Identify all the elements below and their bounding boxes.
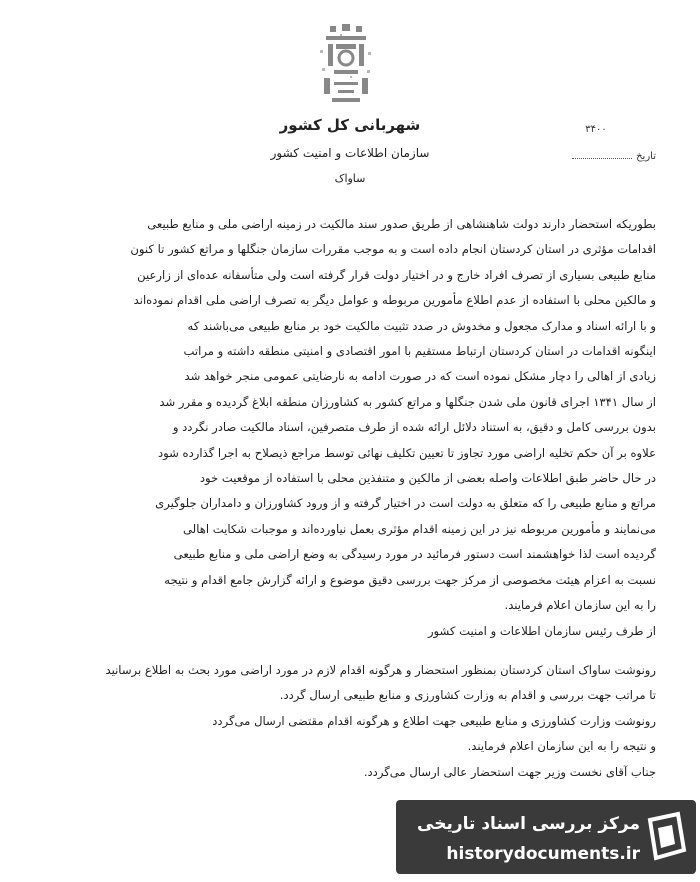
document-number: ۳۴۰۰ <box>585 124 607 135</box>
body-line: از سال ۱۳۴۱ اجرای قانون ملی شدن جنگلها و مراتع کشور به کشاورزان منطقه ابلاغ گردیده و مقرر شد <box>159 394 656 409</box>
lion-and-sun-emblem <box>316 22 376 106</box>
body-line: و مالکین محلی با استفاده از عدم اطلاع مأمورین مربوطه و عوامل دیگر به تصرف اراضی ملی اقدام نموده‌اند <box>133 293 656 308</box>
body-line: گردیده است لذا خواهشمند است دستور فرمائید در مورد رسیدگی به وضع اراضی ملی و منابع طبیعی <box>173 547 656 562</box>
body-line: بدون بررسی کامل و دقیق، به استناد دلائل ارائه شده از طرف متصرفین، اسناد مالکیت صادر نگردد و <box>172 420 656 435</box>
letterhead-subtitle: سازمان اطلاعات و امنیت کشور <box>270 146 430 160</box>
document-date-field <box>536 151 656 162</box>
signoff-line: از طرف رئیس سازمان اطلاعات و امنیت کشور <box>427 623 656 638</box>
body-line: بطوریکه استحضار دارند دولت شاهنشاهی از طریق صدور سند مالکیت در زمینه اراضی ملی و منابع طبیعی <box>147 217 656 231</box>
body-line: زیادی از اهالی را دچار مشکل نموده است که در صورت ادامه به نارضایتی عمومی منجر خواهد شد <box>184 369 656 384</box>
distribution-line: جناب آقای نخست وزیر جهت استحضار عالی ارسال می‌گردد. <box>363 764 656 779</box>
letterhead-title: شهربانی کل کشور <box>279 116 421 134</box>
body-line: و با ارائه اسناد و مدارک مجعول و مخدوش در صدد تثبیت مالکیت خود بر منابع طبیعی می‌باشند که <box>187 318 656 333</box>
letterhead-department: ساواک <box>334 172 366 185</box>
archive-watermark <box>396 800 696 874</box>
watermark-title: مرکز بررسی اسناد تاریخی <box>417 814 640 834</box>
distribution-line: رونوشت وزارت کشاورزی و منابع طبیعی جهت اطلاع و هرگونه اقدام مقتضی ارسال می‌گردد <box>212 713 656 728</box>
watermark-url: historydocuments.ir <box>446 844 640 864</box>
body-line: علاوه بر آن حکم تخلیه اراضی مورد تجاوز تا تعیین تکلیف نهائی توسط مراجع ذیصلاح به اجرا گذارده شود <box>158 445 656 460</box>
distribution-line: رونوشت ساواک استان کردستان بمنظور استحضار و هرگونه اقدام لازم در مورد اراضی مورد بحث به اطلاع برسانید <box>105 662 656 677</box>
body-line: منابع طبیعی بسیاری از تصرف افراد خارج و در اختیار دولت قرار گرفته است ولی متأسفانه عده‌ای از زارعین <box>137 267 656 282</box>
date-dots <box>572 158 632 159</box>
body-line: مراتع و منابع طبیعی را که متعلق به دولت است در اختیار گرفته و از ورود کشاورزان و دامداران جلوگیری <box>155 496 656 511</box>
body-line: نسبت به اعزام هیئت مخصوصی از مرکز جهت بررسی دقیق موضوع و ارائه گزارش جامع اقدام و نتیجه <box>164 572 656 587</box>
distribution-line: تا مراتب جهت بررسی و اقدام به وزارت کشاورزی و منابع طبیعی ارسال گردد. <box>279 688 656 703</box>
body-line: می‌نمایند و مأمورین مربوطه نیز در این زمینه اقدام مؤثری بعمل نیاورده‌اند و موجبات شکایت اهالی <box>183 521 656 536</box>
spacer <box>44 644 656 658</box>
date-label: تاریخ <box>636 151 656 162</box>
body-line: در حال حاضر طبق اطلاعات واصله بعضی از مالکین و متنفذین محلی با استفاده از موقعیت خود <box>199 471 656 486</box>
body-line: اقدامات مؤثری در استان کردستان انجام داده است و به موجب مقررات سازمان جنگلها و مراتع کشور تا کنون <box>130 242 656 257</box>
archive-logo-icon <box>644 810 690 864</box>
letter-body <box>44 212 656 785</box>
distribution-line: و نتیجه را به این سازمان اعلام فرمایند. <box>467 739 656 754</box>
body-line: اینگونه اقدامات در استان کردستان ارتباط مستقیم با امور اقتصادی و امنیتی منطقه داشته و مراتب <box>183 344 656 359</box>
body-line: را به این سازمان اعلام فرمایند. <box>504 598 656 613</box>
